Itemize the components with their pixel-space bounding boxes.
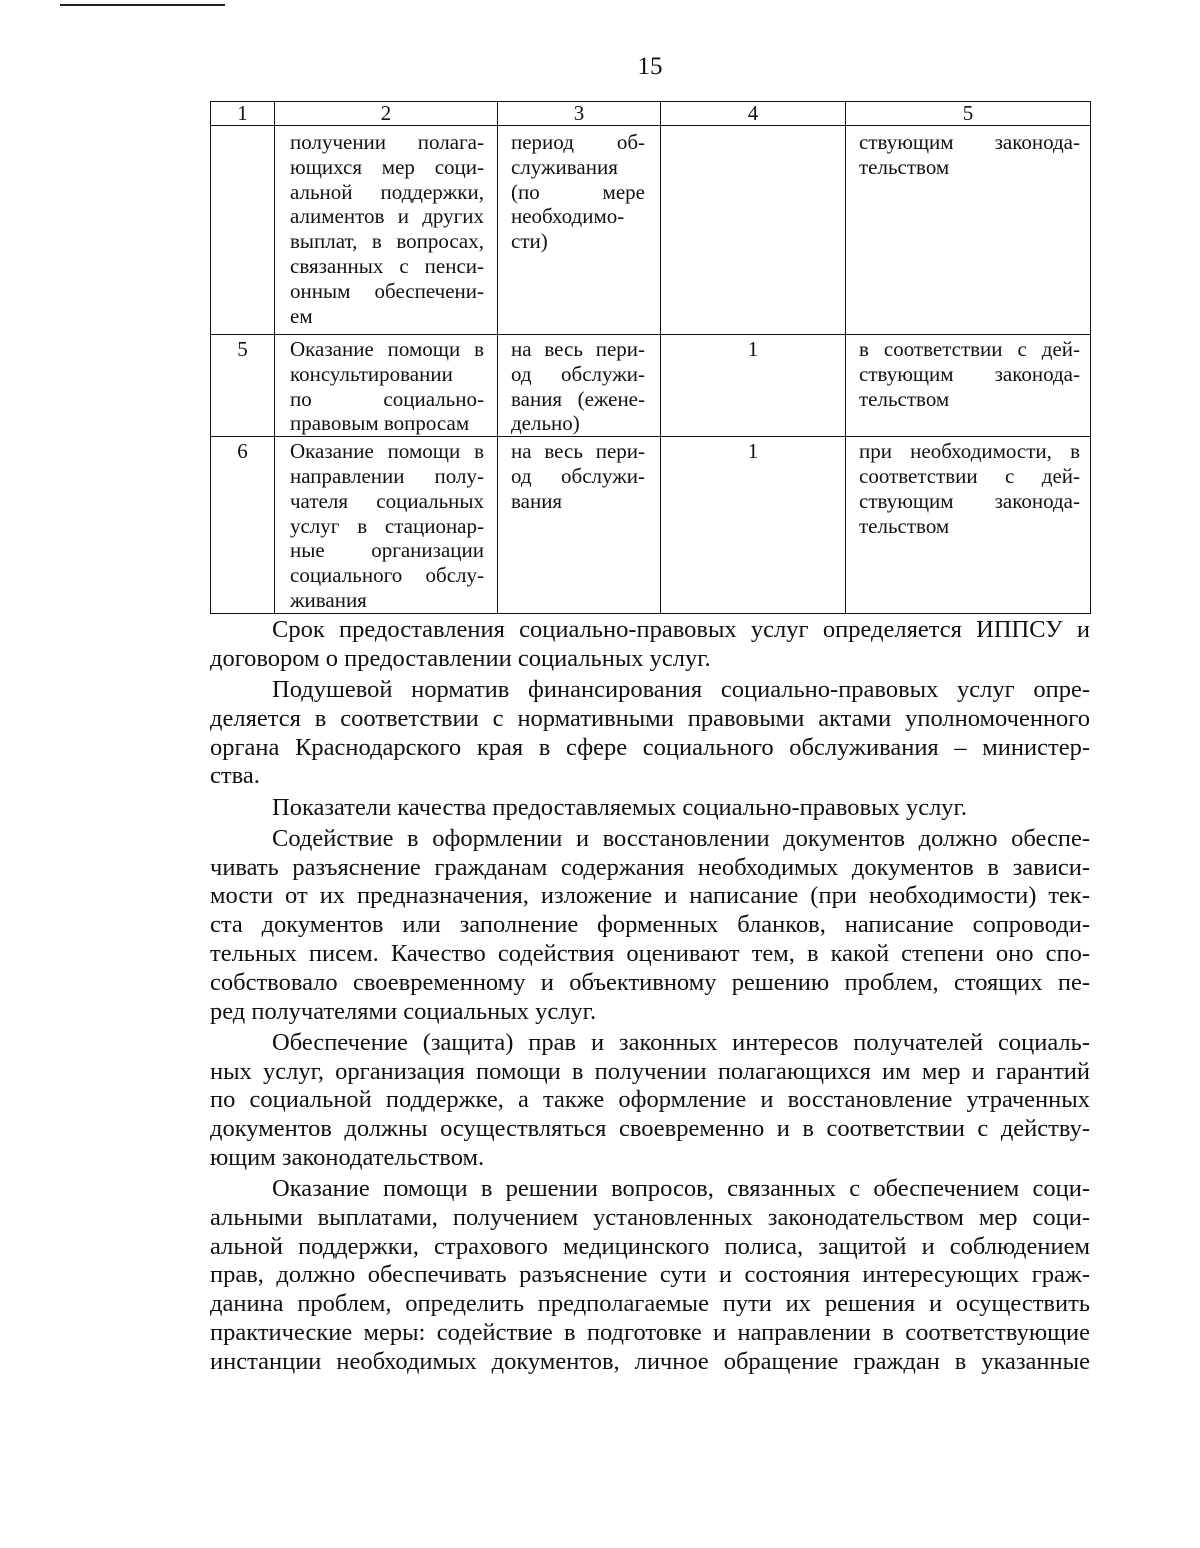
text-line: живания: [290, 587, 367, 612]
text-line: данина проблем, определить предполагаемые пути их решения и осуществить: [210, 1290, 1090, 1318]
text-line: онным обеспечени-: [290, 278, 484, 303]
text-line: по социально-: [290, 386, 484, 411]
text-line: од обслужи-: [511, 361, 645, 386]
text-line: ющим законодательством.: [210, 1143, 485, 1171]
service-cell: [275, 126, 498, 335]
note-cell: [846, 335, 1091, 437]
text-line: связанных с пенси-: [290, 253, 484, 278]
services-table: [210, 101, 1091, 614]
text-line: соответствии с дей-: [859, 463, 1080, 488]
text-line: Оказание помощи в решении вопросов, связанных с обеспечением соци-: [272, 1175, 1090, 1203]
column-number-4: 4: [661, 102, 846, 126]
text-line: ные организации: [290, 538, 484, 563]
row-number-cell: [211, 126, 275, 335]
service-cell: [275, 335, 498, 437]
text-line: тельством: [859, 154, 950, 179]
text-line: социального обслу-: [290, 563, 484, 588]
text-line: прав, должно обеспечивать разъяснение сути и состояния интересующих граж-: [210, 1261, 1090, 1289]
text-line: органа Краснодарского края в сфере социального обслуживания – министер-: [210, 733, 1090, 761]
text-line: направлении полу-: [290, 463, 484, 488]
text-line: консультировании: [290, 361, 453, 386]
text-line: Обеспечение (защита) прав и законных интересов получателей социаль-: [272, 1028, 1090, 1056]
text-line: мости от их предназначения, изложение и написание (при необходимости) тек-: [210, 882, 1090, 910]
text-line: тельных писем. Качество содействия оценивают тем, в какой степени оно спо-: [210, 939, 1090, 967]
text-line: алиментов и других: [290, 204, 484, 229]
text-line: ющихся мер соци-: [290, 154, 484, 179]
text-line: альной поддержки,: [290, 179, 484, 204]
text-line: сти): [511, 229, 548, 254]
count-cell: 1: [661, 335, 846, 437]
text-line: собствовало своевременному и объективному решению проблем, стоящих пе-: [210, 968, 1090, 996]
count-cell: [661, 126, 846, 335]
text-line: альными выплатами, получением установленных законодательством мер соци-: [210, 1203, 1090, 1231]
column-number-5: 5: [846, 102, 1091, 126]
text-line: ствующим законода-: [859, 488, 1080, 513]
text-line: инстанции необходимых документов, личное обращение граждан в указанные: [210, 1347, 1090, 1375]
table-row: [211, 126, 1091, 335]
text-line: Подушевой норматив финансирования социально-правовых услуг опре-: [272, 675, 1090, 703]
page-number: 15: [637, 53, 663, 80]
text-line: ред получателями социальных услуг.: [210, 997, 597, 1025]
text-line: служивания: [511, 154, 618, 179]
text-line: од обслужи-: [511, 463, 645, 488]
paragraph: [210, 1175, 1090, 1377]
body-text: [210, 616, 1090, 1377]
period-cell: [498, 437, 661, 614]
paragraph: [210, 676, 1090, 791]
text-line: получении полага-: [290, 130, 484, 154]
text-line: ем: [290, 303, 313, 328]
text-line: ствующим законода-: [859, 130, 1080, 154]
text-line: Срок предоставления социально-правовых услуг определяется ИППСУ и: [272, 616, 1090, 643]
text-line: ства.: [210, 762, 260, 790]
paragraph: [210, 1029, 1090, 1173]
text-line: Показатели качества предоставляемых социально-правовых услуг.: [272, 793, 967, 821]
text-line: Оказание помощи в: [290, 439, 484, 464]
note-text: [859, 439, 1080, 538]
text-line: договором о предоставлении социальных услуг.: [210, 644, 711, 672]
text-line: правовым вопросам: [290, 411, 470, 436]
table-row: [211, 437, 1091, 614]
text-line: на весь пери-: [511, 337, 645, 361]
text-line: дельно): [511, 411, 580, 436]
period-cell: [498, 126, 661, 335]
text-line: по социальной поддержке, а также оформление и восстановление утраченных: [210, 1086, 1090, 1114]
text-line: документов должны осуществляться своевременно и в соответствии с действу-: [210, 1115, 1090, 1143]
text-line: ста документов или заполнение форменных бланков, написание сопроводи-: [210, 911, 1090, 939]
table-container: [210, 101, 1090, 614]
column-number-3: 3: [498, 102, 661, 126]
text-line: тельством: [859, 513, 950, 538]
text-line: период об-: [511, 130, 645, 154]
text-line: деляется в соответствии с нормативными правовыми актами уполномоченного: [210, 704, 1090, 732]
text-line: ных услуг, организация помощи в получении полагающихся им мер и гарантий: [210, 1057, 1090, 1085]
text-line: вания (ежене-: [511, 386, 645, 411]
text-line: практические меры: содействие в подготовке и направлении в соответствующие: [210, 1319, 1090, 1347]
text-line: вания: [511, 488, 563, 513]
row-number-cell: 5: [211, 335, 275, 437]
count-cell: 1: [661, 437, 846, 614]
text-line: в соответствии с дей-: [859, 337, 1080, 361]
text-line: тельством: [859, 386, 950, 411]
text-line: на весь пери-: [511, 439, 645, 464]
period-text: [511, 337, 645, 436]
text-line: чивать разъяснение гражданам содержания необходимых документов в зависи-: [210, 853, 1090, 881]
service-text: [290, 337, 484, 436]
table-row: [211, 335, 1091, 437]
service-cell: [275, 437, 498, 614]
text-line: Содействие в оформлении и восстановлении документов должно обеспе-: [272, 824, 1090, 852]
service-text: [290, 130, 484, 328]
service-text: [290, 439, 484, 613]
paragraph: [210, 794, 1090, 823]
note-cell: [846, 126, 1091, 335]
period-cell: [498, 335, 661, 437]
table-header-row: [211, 102, 1091, 126]
column-number-1: 1: [211, 102, 275, 126]
column-number-2: 2: [275, 102, 498, 126]
text-line: альной поддержки, страхового медицинского полиса, защитой и соблюдением: [210, 1232, 1090, 1260]
text-line: (по мере: [511, 179, 645, 204]
text-line: при необходимости, в: [859, 439, 1080, 464]
text-line: чателя социальных: [290, 488, 484, 513]
text-line: услуг в стационар-: [290, 513, 484, 538]
row-number-cell: 6: [211, 437, 275, 614]
note-text: [859, 337, 1080, 411]
text-line: Оказание помощи в: [290, 337, 484, 361]
paragraph: [210, 616, 1090, 674]
paragraph: [210, 825, 1090, 1027]
note-text: [859, 130, 1080, 180]
note-cell: [846, 437, 1091, 614]
period-text: [511, 130, 645, 254]
text-line: необходимо-: [511, 204, 625, 229]
period-text: [511, 439, 645, 513]
text-line: ствующим законода-: [859, 361, 1080, 386]
top-edge-rule: [60, 4, 225, 6]
text-line: выплат, в вопросах,: [290, 229, 484, 254]
